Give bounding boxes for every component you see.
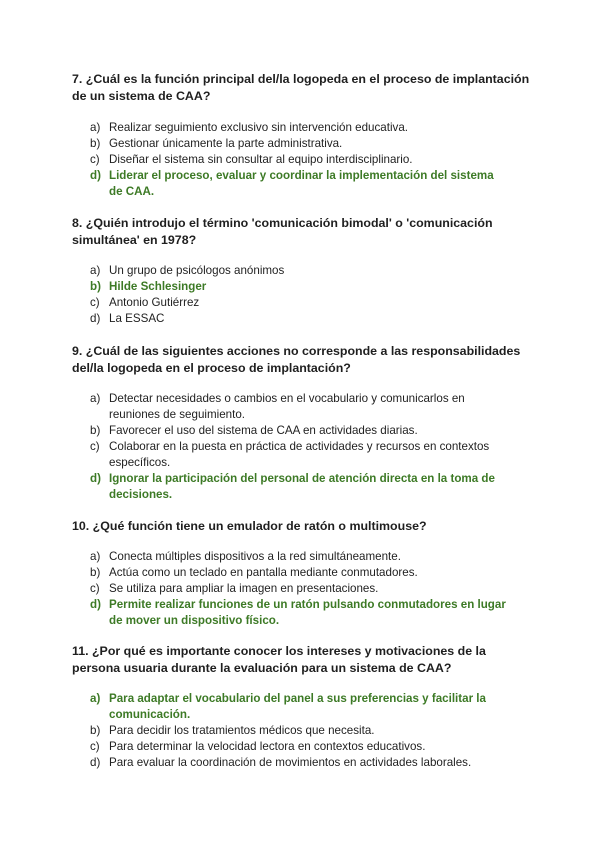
option-b: b) Gestionar únicamente la parte administrativa. — [90, 137, 343, 150]
option-d: d) La ESSAC — [90, 312, 165, 325]
question-11 — [72, 643, 532, 769]
option-a: a) Detectar necesidades o cambios en el vocabulario y comunicarlos en reuniones de seguimiento. — [90, 392, 465, 421]
question-7 — [72, 71, 532, 198]
question-title: 11. ¿Por qué es importante conocer los intereses y motivaciones de la persona usuaria durante la evaluación para un sistema de CAA? — [72, 644, 486, 675]
question-title: 9. ¿Cuál de las siguientes acciones no corresponde a las responsabilidades del/la logopeda en el proceso de implantación? — [72, 344, 521, 375]
option-list — [90, 120, 510, 200]
question-9 — [72, 343, 532, 501]
option-d-correct: d) Liderar el proceso, evaluar y coordinar la implementación del sistema de CAA. — [90, 169, 494, 198]
option-c: c) Diseñar el sistema sin consultar al equipo interdisciplinario. — [90, 153, 413, 166]
option-list — [90, 263, 510, 327]
option-a-correct: a) Para adaptar el vocabulario del panel a sus preferencias y facilitar la comunicación. — [90, 692, 486, 721]
option-a: a) Un grupo de psicólogos anónimos — [90, 264, 285, 277]
option-c: c) Colaborar en la puesta en práctica de actividades y recursos en contextos específicos. — [90, 440, 490, 469]
option-b: b) Para decidir los tratamientos médicos que necesita. — [90, 724, 375, 737]
option-d: d) Para evaluar la coordinación de movimientos en actividades laborales. — [90, 756, 472, 769]
option-d-correct: d) Ignorar la participación del personal de atención directa en la toma de decisiones. — [90, 472, 495, 501]
option-c: c) Se utiliza para ampliar la imagen en presentaciones. — [90, 582, 379, 595]
question-8 — [72, 215, 532, 325]
option-d-correct: d) Permite realizar funciones de un ratón pulsando conmutadores en lugar de mover un dispositivo físico. — [90, 598, 506, 627]
option-list — [90, 549, 510, 629]
question-title: 10. ¿Qué función tiene un emulador de ratón o multimouse? — [72, 519, 427, 533]
option-b: b) Actúa como un teclado en pantalla mediante conmutadores. — [90, 566, 418, 579]
option-b: b) Favorecer el uso del sistema de CAA en actividades diarias. — [90, 424, 418, 437]
question-10 — [72, 518, 532, 627]
option-c: c) Para determinar la velocidad lectora en contextos educativos. — [90, 740, 426, 753]
option-a: a) Conecta múltiples dispositivos a la red simultáneamente. — [90, 550, 401, 563]
question-title: 8. ¿Quién introdujo el término 'comunicación bimodal' o 'comunicación simultánea' en 1978? — [72, 216, 493, 247]
option-c: c) Antonio Gutiérrez — [90, 296, 200, 309]
question-title: 7. ¿Cuál es la función principal del/la logopeda en el proceso de implantación de un sistema de CAA? — [72, 72, 530, 103]
option-a: a) Realizar seguimiento exclusivo sin intervención educativa. — [90, 121, 409, 134]
option-list — [90, 391, 510, 503]
option-b-correct: b) Hilde Schlesinger — [90, 280, 207, 293]
option-list — [90, 691, 510, 771]
